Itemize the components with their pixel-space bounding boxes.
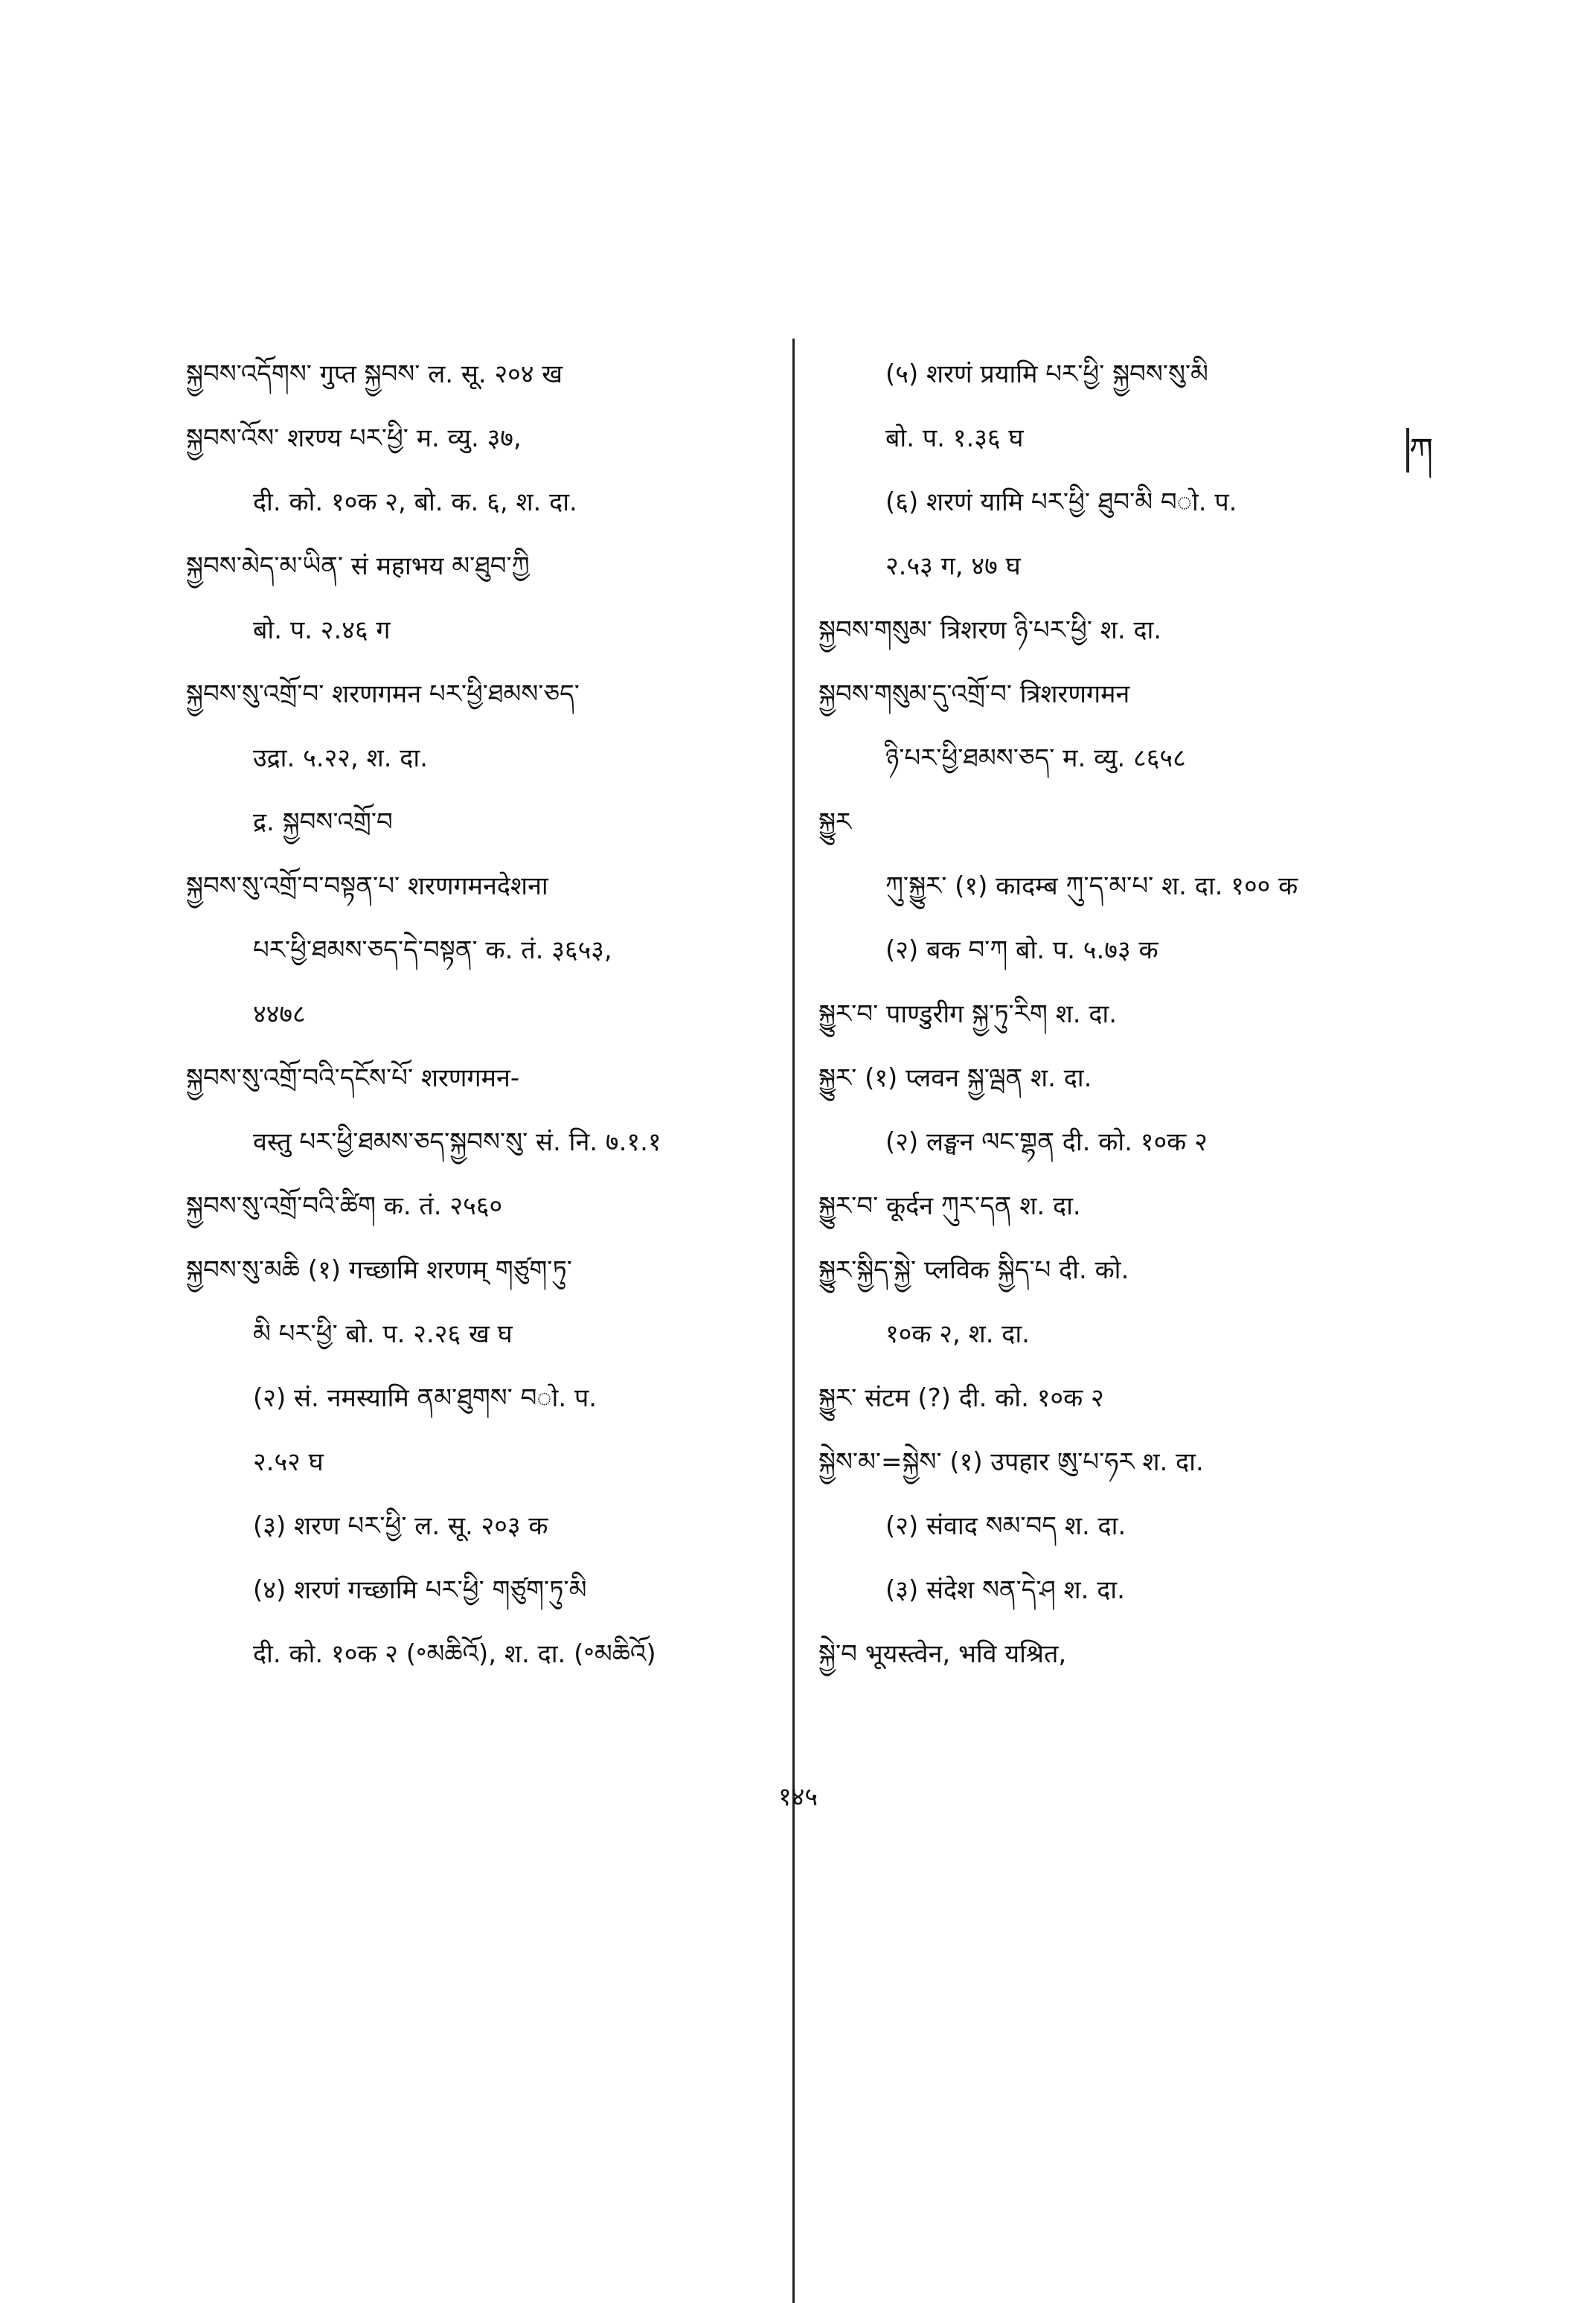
right-column (818, 342, 1436, 1686)
entry-line: (३) संदेश སན་དེ་ཤ श. दा. (885, 1575, 1125, 1605)
margin-mark-bar (1406, 428, 1436, 473)
entry-line: ཀུ་སྐྱུར་ (१) कादम्ब ཀུ་ད་མ་པ་ श. दा. १०० क (885, 871, 1298, 901)
section-margin-mark (1406, 428, 1436, 473)
entry-line: སྐྱུར་བ་ पाण्डुरीग སྐྱ་ཏུ་རིག श. दा. (818, 999, 1118, 1029)
entry-line: द्र. སྐྱབས་འགྲོ་བ (253, 807, 393, 837)
entry-line: (२) बक བ་ཀ बो. प. ५.७३ क (885, 935, 1158, 965)
margin-mark-letter: ཀ (1408, 430, 1434, 470)
page-number-text: १४५ (778, 1782, 818, 1812)
entry-line: (४) शरणं गच्छामि པར་ཕྱི་ གཙུག་ཏུ་མི (253, 1575, 587, 1605)
entry-line: वस्तु པར་ཕྱི་ཐམས་ཅད་སྐྱབས་སུ་ सं. नि. ७.१.१ (253, 1127, 661, 1157)
entry-line: སྐྱབས་མེད་མ་ཡིན་ सं महाभय མ་ཐུབ་ཀྱི (186, 551, 530, 581)
column-divider (792, 339, 795, 2303)
entry-line: སྐྱེ་བ भूयस्त्वेन, भवि यश्रित, (818, 1639, 1067, 1669)
entry-line: སྐྱབས་སུ་འགྲོ་བ་བསྟན་པ་ शरणगमनदेशना (186, 871, 548, 901)
entry-line: (२) सं. नमस्यामि ནམ་ཐུགས་ བो. प. (253, 1383, 597, 1413)
entry-line: दी. को. १०क २ (॰མཆིའོ), श. दा. (॰མཆིའོ) (253, 1639, 656, 1669)
entry-line: སྐྱབས་སུ་འགྲོ་བའི་ཚིག क. तं. २५६० (186, 1191, 503, 1221)
entry-line: སྐྱབས་སུ་མཆི (१) गच्छामि शरणम् གཙུག་ཏུ་ (186, 1255, 572, 1285)
entry-line: ४४७८ (253, 999, 306, 1029)
left-column (186, 342, 781, 1686)
entry-line: ཉི་པར་ཕྱི་ཐམས་ཅད་ म. व्यु. ८६५८ (885, 743, 1186, 773)
entry-line: སྐྱབས་གསུམ་ त्रिशरण ཉི་པར་ཕྱི་ श. दा. (818, 615, 1162, 645)
entry-line: སྐྱབས་གསུམ་དུ་འགྲོ་བ་ त्रिशरणगमन (818, 679, 1130, 709)
entry-line: (२) संवाद སམ་བད श. दा. (885, 1511, 1127, 1541)
entry-line: (५) शरणं प्रयामि པར་ཕྱི་ སྐྱབས་སུ་མི (885, 359, 1208, 389)
entry-line: སྐྱབས་འོས་ शरण्य པར་ཕྱི་ म. व्यु. ३७, (186, 423, 522, 453)
entry-line: बो. प. १.३६ घ (885, 423, 1024, 453)
entry-line: མི པར་ཕྱི་ बो. प. २.२६ ख घ (253, 1319, 513, 1349)
entry-line: बो. प. २.४६ ग (253, 615, 391, 645)
entry-line: २.५३ ग, ४७ घ (885, 551, 1021, 581)
entry-line: སྐྱུར་ (१) प्लवन སྐྱ་ལྦན श. दा. (818, 1063, 1092, 1093)
page-number (0, 1778, 1596, 1813)
entry-line: (२) लङ्घन ལང་གྷན दी. को. १०क २ (885, 1127, 1208, 1157)
entry-line: སྐྱུར་བ་ कूर्दन ཀུར་དན श. दा. (818, 1191, 1081, 1221)
entry-line: སྐྱེས་མ་=སྐྱེས་ (१) उपहार ཨུ་པ་ཧར श. दा. (818, 1447, 1204, 1477)
entry-line: སྐྱབས་སུ་འགྲོ་བ་ शरणगमन པར་ཕྱི་ཐམས་ཅད་ (186, 679, 580, 709)
entry-line: (३) शरण པར་ཕྱི་ ल. सू. २०३ क (253, 1511, 548, 1541)
entry-line: उद्रा. ५.२२, श. दा. (253, 743, 428, 773)
entry-line: སྐྱུར་ संटम (?) दी. को. १०क २ (818, 1383, 1104, 1413)
entry-line: སྐྱུར་སྐྱིད་སྐྱེ་ प्लविक སྐྱིད་པ दी. को. (818, 1255, 1129, 1285)
entry-line: २.५२ घ (253, 1447, 324, 1477)
entry-line: པར་ཕྱི་ཐམས་ཅད་དེ་བསྟན་ क. तं. ३६५३, (253, 935, 612, 965)
entry-line: दी. को. १०क २, बो. क. ६, श. दा. (253, 487, 577, 517)
entry-line: (६) शरणं यामि པར་ཕྱི་ ཐུབ་མི བो. प. (885, 487, 1237, 517)
entry-line: སྐྱབས་སུ་འགྲོ་བའི་དངོས་པོ་ शरणगमन- (186, 1063, 520, 1093)
entry-line: སྐྱབས་འདོགས་ गुप्त སྐྱབས་ ल. सू. २०४ ख (186, 359, 563, 389)
entry-line: སྐྱུར (818, 807, 852, 837)
entry-line: १०क २, श. दा. (885, 1319, 1030, 1349)
